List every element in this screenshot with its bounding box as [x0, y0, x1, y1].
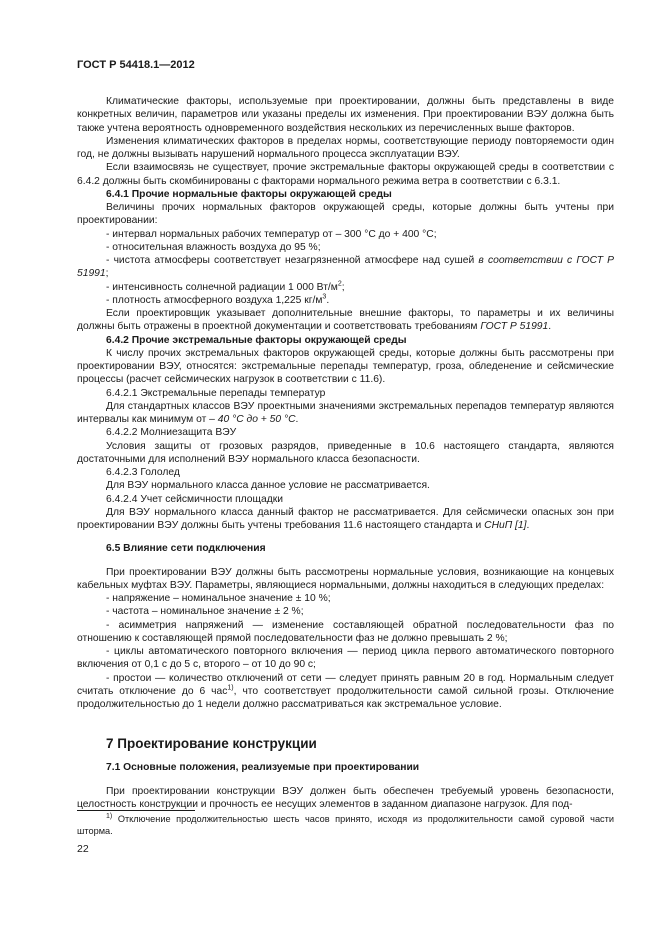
footnote: $^{1)}$ Отключение продолжительностью шесть часов принято, исходя из продолжительности самой суровой части шторма. [77, 812, 614, 836]
list-item: - частота – номинальное значение ± 2 %; [106, 606, 304, 618]
subsection-heading: 6.4.1 Прочие нормальные факторы окружающей среды [106, 188, 392, 200]
paragraph: Если проектировщик указывает дополнительные внешние факторы, то параметры и их величины должны быть отражены в проектной документации и соответствовать требованиям ГОСТ Р 51991. [77, 308, 614, 333]
section-heading: 7.1 Основные положения, реализуемые при проектировании [106, 762, 420, 774]
reference: в соответствии с ГОСТ Р 51991 [77, 255, 614, 280]
list-item: - асимметрия напряжений — изменение составляющей обратной последовательности фаз по отношению к составляющей прямой последовательности фаз не должно превышать 2 %; [77, 619, 614, 644]
paragraph: При проектировании конструкции ВЭУ должен быть обеспечен требуемый уровень безопасности, целостность конструкции и прочность ее несущих элементов в заданном диапазоне нагрузок. Для под- [77, 785, 614, 810]
list-item: - плотность атмосферного воздуха 1,225 $кг/м^3$. [106, 293, 330, 306]
standard-header: ГОСТ Р 54418.1—2012 [77, 59, 195, 71]
list-item: - циклы автоматического повторного включения — период цикла первого автоматического повторного включения от 0,1 с до 5 с, второго – от 10 до 90 с; [77, 646, 614, 671]
subsection-heading: 6.4.2 Прочие экстремальные факторы окружающей среды [106, 334, 407, 346]
paragraph: При проектировании ВЭУ должны быть рассмотрены нормальные условия, возникающие на концевых кабельных муфтах ВЭУ. Параметры, являющиеся нормальными, должны находиться в следующих пределах: [77, 566, 614, 591]
paragraph: Величины прочих нормальных факторов окружающей среды, которые должны быть учтены при проектировании: [77, 202, 614, 227]
list-item: - чистота атмосферы соответствует незагрязненной атмосфере над сушей в соответствии с ГОСТ Р 51991; [77, 255, 614, 280]
list-item: - относительная влажность воздуха до 95 %; [106, 241, 321, 253]
page-number: 22 [77, 843, 89, 855]
paragraph: Изменения климатических факторов в пределах нормы, соответствующие периоду повторяемости один год, не должны вызывать нарушений нормального процесса эксплуатации ВЭУ. [77, 135, 614, 160]
list-item: - простои — количество отключений от сети — следует принять равным 20 в год. Нормальным следует считать отключение до 6 час$^{1)}$, что соответствует продолжительности самой сильной грозы. Отключение продолжительностью до 1 недели должно рассматриваться как экстремальное условие. [77, 672, 614, 710]
section-heading: 6.5 Влияние сети подключения [106, 543, 266, 555]
paragraph: Климатические факторы, используемые при проектировании, должны быть представлены в виде конкретных величин, параметров или указаны пределы их изменения. При проектировании ВЭУ должна быть также учтена вероятность одновременного воздействия нескольких из перечисленных выше факторов. [77, 96, 614, 134]
chapter-heading: 7 Проектирование конструкции [106, 736, 317, 752]
reference: СНиП [1] [484, 520, 527, 531]
paragraph: Для стандартных классов ВЭУ проектными значениями экстремальных перепадов температур являются интервалы как минимум от – 40 °С до + 50 °С. [77, 400, 614, 425]
list-item: - напряжение – номинальное значение ± 10 %; [106, 593, 331, 604]
paragraph: Если взаимосвязь не существует, прочие экстремальные факторы окружающей среды в соответствии с 6.4.2 должны быть скомбинированы с факторами нормального режима ветра в соответствии с 6.3.1. [77, 162, 614, 187]
footnote-area [77, 810, 614, 837]
list-item: - интервал нормальных рабочих температур от – 300 °С до + 400 °С; [106, 228, 437, 240]
clause-heading: 6.4.2.3 Гололед [106, 467, 180, 478]
reference: ГОСТ Р 51991 [480, 321, 549, 333]
paragraph: К числу прочих экстремальных факторов окружающей среды, которые должны быть рассмотрены при проектировании ВЭУ, относятся: экстремальные перепады температур, гроза, обледенение и сейсмические процессы (расчет сейсмических нагрузок в соответствии с 11.6). [77, 347, 614, 386]
clause-heading: 6.4.2.4 Учет сейсмичности площадки [106, 493, 283, 505]
list-item: - интенсивность солнечной радиации 1 000 $Вт/м^2$; [106, 280, 345, 293]
paragraph: Условия защиты от грозовых разрядов, приведенные в 10.6 настоящего стандарта, являются достаточными для исполнений ВЭУ нормального класса безопасности. [77, 440, 614, 465]
clause-heading: 6.4.2.2 Молниезащита ВЭУ [106, 427, 237, 439]
clause-heading: 6.4.2.1 Экстремальные перепады температур [106, 387, 326, 399]
paragraph: Для ВЭУ нормального класса данное условие не рассматривается. [106, 480, 430, 492]
footnote-rule [77, 810, 195, 811]
footnote-ref: 1) [227, 684, 234, 692]
body-text [77, 95, 614, 811]
paragraph: Для ВЭУ нормального класса данный фактор не рассматривается. Для сейсмически опасных зон при проектировании ВЭУ должны быть учтены требования 11.6 настоящего стандарта и СНиП [1]. [77, 506, 614, 531]
